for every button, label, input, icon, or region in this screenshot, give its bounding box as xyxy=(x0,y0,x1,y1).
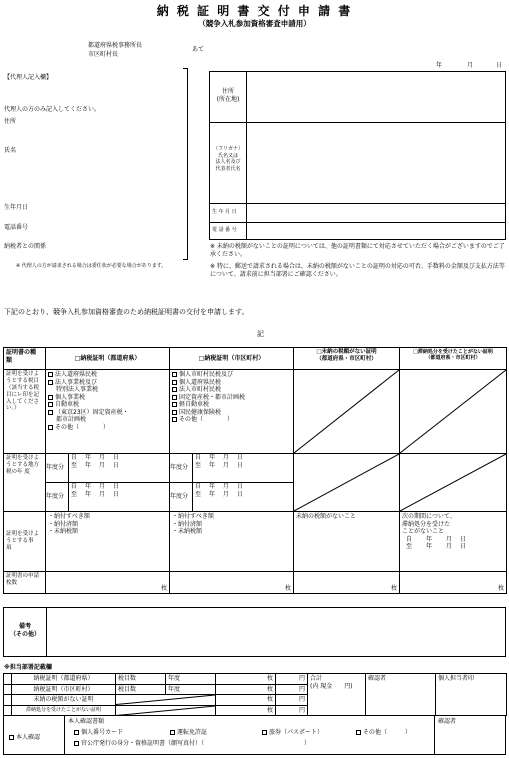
muni-nendo: 年度分 自 年 月 日 至 年 月 日 年度分 自 年 月 日 至 年 月 日 xyxy=(170,454,294,512)
pref-nendo: 年度分 自 年 月 日 至 年 月 日 年度分 自 年 月 日 至 年 月 日 xyxy=(46,454,170,512)
note-2: ※ 特に、郵送で請求される場合は、未納の税額がないことの証明の対応の可否、手数料の金額及び支払方法等について、請求前に担当部署にご確認ください。 xyxy=(210,263,505,278)
id-header: 本人確認書類 xyxy=(68,718,105,725)
mino-item: 未納の税額がないこと xyxy=(294,512,400,572)
certificate-table xyxy=(3,347,507,594)
ki-label: 記 xyxy=(257,330,264,338)
date-year: 年 xyxy=(436,62,443,69)
agent-note: 代理人の方のみ記入してください。 xyxy=(4,106,101,113)
nendo-label: 年度分 xyxy=(46,454,69,482)
agent-birth-label: 生年月日 xyxy=(4,204,29,211)
taino-count[interactable]: 枚 xyxy=(400,572,507,594)
note-1: ※ 未納の税額がないことの証明については、他の証明書類にて対応させていただく場合がございますのでご了承ください。 xyxy=(210,243,505,258)
pref-tax-item: 自動車税 xyxy=(48,401,167,409)
date-day: 日 xyxy=(496,62,503,69)
date-month: 月 xyxy=(467,62,474,69)
applicant-address-label: 住所 (所在地) xyxy=(216,88,240,103)
muni-tax-item: 国民健康保険税 xyxy=(172,409,291,417)
checkbox[interactable] xyxy=(48,425,53,430)
muni-tax-item: 法人市町村民税 xyxy=(172,386,291,394)
id-box xyxy=(3,715,506,755)
pref-tax-item: （東京23区）固定資産税・ xyxy=(48,409,167,417)
row-count-head: 証明書の申請枚数 xyxy=(4,572,46,594)
checkbox[interactable] xyxy=(172,380,177,385)
checkbox[interactable] xyxy=(172,395,177,400)
addressee-ate: あて xyxy=(192,46,205,53)
staff-header: ※担当部署記載欄 xyxy=(4,664,52,671)
taino-blank xyxy=(400,370,507,454)
id-confirmer: 確認者 xyxy=(438,718,457,725)
col-head: 証明書の種 類 xyxy=(4,348,46,370)
row-items-head: 証明を受けようとする事 項 xyxy=(4,512,46,572)
col-muni[interactable]: □納税証明（市区町村） xyxy=(170,348,294,370)
checkbox[interactable] xyxy=(48,402,53,407)
checkbox[interactable] xyxy=(356,730,361,735)
pref-items: ・納付すべき額 ・納付済額 ・未納税額 xyxy=(46,512,170,572)
staff-total: 合計 (内 現金 円) xyxy=(308,674,366,716)
pref-tax-item-cont: 都市計画税 xyxy=(56,416,87,423)
checkbox[interactable] xyxy=(9,735,14,740)
row-nendo-head: 証明を受けようとする地方税の年 度 xyxy=(4,454,46,512)
id-license[interactable]: 運転免許証 xyxy=(170,729,207,737)
checkbox[interactable] xyxy=(74,730,79,735)
agent-footnote: ※ 代理人の方が請求される場合は委任状が必要な場合があります。 xyxy=(16,263,167,269)
pref-tax-item: 法人事業税及び xyxy=(48,379,167,387)
col-mino[interactable]: □未納の税額がない証明 （都道府県・市区町村） xyxy=(294,348,400,370)
col-pref[interactable]: □納税証明（都道府県） xyxy=(46,348,170,370)
nendo-label: 年度分 xyxy=(46,483,69,511)
id-other[interactable]: その他（ ） xyxy=(356,729,411,737)
mino-nendo-blank xyxy=(294,454,400,512)
muni-tax-item: 個人市町村民税及び xyxy=(172,371,291,379)
id-passport[interactable]: 旅券（パスポート） xyxy=(262,729,323,737)
pref-tax-item: 個人事業税 xyxy=(48,394,167,402)
applicant-box xyxy=(209,71,506,240)
muni-tax-item: 軽自動車税 xyxy=(172,401,291,409)
staff-receiver: 確認者 xyxy=(366,674,436,716)
agent-name-label: 氏名 xyxy=(4,147,17,154)
checkbox[interactable] xyxy=(172,402,177,407)
col-taino[interactable]: □滞納処分を受けたことがない証明 （都道府県・市区町村） xyxy=(400,348,507,370)
staff-personal: 個人担当者印 xyxy=(436,674,507,716)
agent-relation-label: 納税者との関係 xyxy=(4,243,47,250)
muni-tax-item: 個人道府県民税 xyxy=(172,379,291,387)
pref-tax-item-cont: 特別法人事業税 xyxy=(56,386,99,393)
mino-count[interactable]: 枚 xyxy=(294,572,400,594)
agent-header: 【代理人記入欄】 xyxy=(4,74,53,81)
muni-tax-item: その他（ ） xyxy=(172,416,291,424)
agent-address-label: 住所 xyxy=(4,118,17,125)
page-subtitle: （競争入札参加資格審査申請用） xyxy=(198,19,311,28)
muni-items: ・納付すべき額 ・納付済額 ・未納税額 xyxy=(170,512,294,572)
pref-count[interactable]: 枚 xyxy=(46,572,170,594)
checkbox[interactable] xyxy=(48,410,53,415)
checkbox[interactable] xyxy=(74,741,79,746)
agent-bracket xyxy=(183,68,188,260)
id-mynumber[interactable]: 個人番号カード xyxy=(74,729,123,737)
pref-tax-list xyxy=(46,370,170,454)
muni-tax-item: 固定資産税・都市計画税 xyxy=(172,394,291,402)
id-official[interactable]: 官公庁発行の身分・資格証明書（顔写真付）（ ） xyxy=(74,740,310,748)
pref-tax-item: その他（ ） xyxy=(48,424,167,432)
checkbox[interactable] xyxy=(48,380,53,385)
honnin-check[interactable]: 本人確認 xyxy=(9,734,40,742)
checkbox[interactable] xyxy=(262,730,267,735)
staff-table: 納税証明（都道府県） 税目数 年度 枚 円 合計 (内 現金 円) 確認者 個人担当者印 納税証明（市区町村） 税目数 年度 枚 円 未納の税額がない証明 枚 円 滞納処分を受けたことがない証明 枚 円 xyxy=(3,673,507,716)
pref-tax-item: 法人道府県民税 xyxy=(48,371,167,379)
staff-row-label: 納税証明（都道府県） xyxy=(12,674,116,685)
applicant-phone-label: 電 話 番 号 xyxy=(212,227,237,233)
checkbox[interactable] xyxy=(172,387,177,392)
checkbox[interactable] xyxy=(172,410,177,415)
agent-phone-label: 電話番号 xyxy=(4,224,29,231)
mino-blank xyxy=(294,370,400,454)
checkbox[interactable] xyxy=(172,372,177,377)
applicant-name-label: （フリガナ） 氏名又は 法人名及び 代表者氏名 xyxy=(213,146,243,172)
checkbox[interactable] xyxy=(48,395,53,400)
nendo-label: 年度分 xyxy=(170,483,193,511)
taino-item: 次の期間について、 滞納処分を受けた ことがないこと 自 年 月 日 至 年 月 日 xyxy=(400,512,507,572)
checkbox[interactable] xyxy=(48,372,53,377)
page-title: 納 税 証 明 書 交 付 申 請 書 xyxy=(156,4,353,18)
request-text: 下記のとおり、競争入札参加資格審査のため納税証明書の交付を申請します。 xyxy=(4,308,249,316)
taino-nendo-blank xyxy=(400,454,507,512)
staff-row-label: 未納の税額がない証明 xyxy=(12,695,116,706)
addressee-line1: 都道府県税事務所長 xyxy=(88,42,143,49)
applicant-birth-label: 生 年 月 日 xyxy=(212,209,237,215)
checkbox[interactable] xyxy=(170,730,175,735)
bikou-label: 備考 （その他） xyxy=(9,623,40,638)
bikou-box[interactable] xyxy=(3,607,506,657)
staff-row-label: 納税証明（市区町村） xyxy=(12,684,116,695)
checkbox[interactable] xyxy=(172,417,177,422)
addressee-line2: 市区町村長 xyxy=(88,51,119,58)
muni-tax-list xyxy=(170,370,294,454)
row-taxes-head: 証明を受けようとする税目 （該当する税目にレ印を記入してください。） xyxy=(4,370,46,454)
staff-row-label: 滞納処分を受けたことがない証明 xyxy=(12,705,116,716)
muni-count[interactable]: 枚 xyxy=(170,572,294,594)
nendo-label: 年度分 xyxy=(170,454,193,482)
